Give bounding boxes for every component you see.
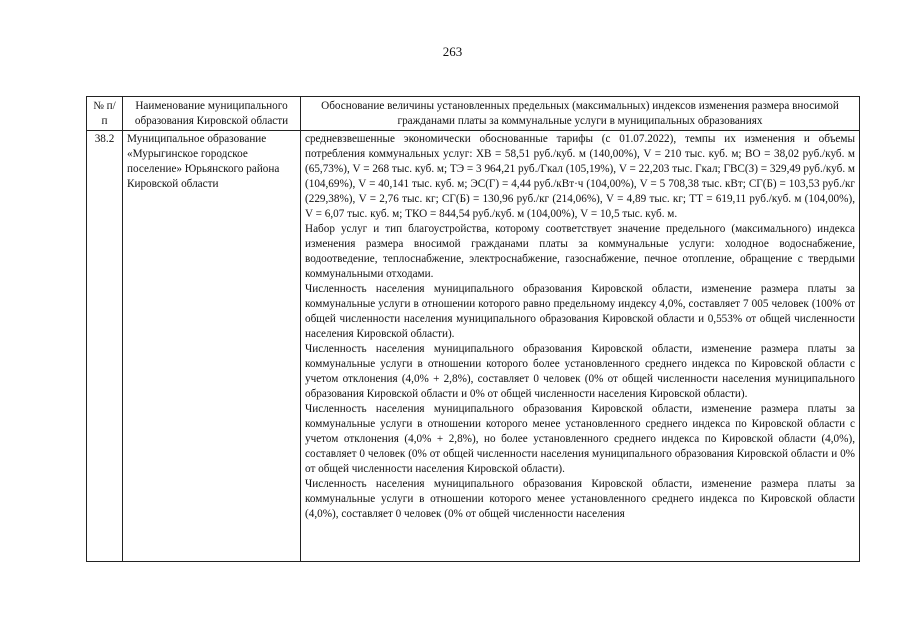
table-row [87,131,860,562]
page-number: 263 [442,44,463,59]
paragraph-population-between: Численность населения муниципального образования Кировской области, изменение размера платы за коммунальные услуги в отношении которого менее установленного среднего индекса по Кировской области с учетом отклонения (4,0% + 2,8%), но более установленного среднего индекса по Кировской области (4,0%), составляет 0 человек (0% от общей численности населения муниципального образования Кировской области и 0% от общей численности населения Кировской области). [305,403,855,475]
header-basis: Обоснование величины установленных предельных (максимальных) индексов изменения размера вносимой гражданами платы за коммунальные услуги в муниципальных образованиях [301,97,860,131]
header-municipality-name: Наименование муниципального образования Кировской области [123,97,301,131]
paragraph-population-above: Численность населения муниципального образования Кировской области, изменение размера платы за коммунальные услуги в отношении которого более установленного среднего индекса по Кировской области с учетом отклонения (4,0% + 2,8%), составляет 0 человек (0% от общей численности населения муниципального образования Кировской области и 0% от общей численности населения Кировской области). [305,343,855,400]
row-municipality-name: Муниципальное образование «Мурыгинское городское поселение» Юрьянского района Кировской области [123,131,301,562]
table-header-row [87,97,860,131]
paragraph-population-below: Численность населения муниципального образования Кировской области, изменение размера платы за коммунальные услуги в отношении которого менее установленного среднего индекса по Кировской области (4,0%), составляет 0 человек (0% от общей численности населения [305,478,855,520]
row-number: 38.2 [87,131,123,562]
paragraph-services: Набор услуг и тип благоустройства, которому соответствует значение предельного (максимального) индекса изменения размера вносимой гражданами платы за коммунальные услуги: холодное водоснабжение, водоотведение, теплоснабжение, электроснабжение, газоснабжение, печное отопление, обращение с твердыми коммунальными отходами. [305,223,855,280]
header-number: № п/п [87,97,123,131]
row-basis-text [301,131,860,562]
paragraph-tariffs: средневзвешенные экономически обоснованные тарифы (с 01.07.2022), темпы их изменения и объемы потребления коммунальных услуг: ХВ = 58,51 руб./куб. м (140,00%), V = 210 тыс. куб. м; ВО = 38,02 руб./куб. м (65,73%), V = 268 тыс. куб. м; ТЭ = 3 964,21 руб./Гкал (105,19%), V = 22,203 тыс. Гкал; ГВС(З) = 329,49 руб./куб. м (104,69%), V = 40,141 тыс. куб. м; ЭС(Г) = 4,44 руб./кВт·ч (104,00%), V = 5 708,38 тыс. кВт; СГ(Б) = 103,53 руб./кг (229,38%), V = 2,76 тыс. кг; СГ(Б) = 130,96 руб./кг (214,06%), V = 4,89 тыс. кг; ТТ = 619,11 руб./куб. м (104,00%), V = 6,07 тыс. куб. м; ТКО = 844,54 руб./куб. м (104,00%), V = 10,5 тыс. куб. м. [305,133,855,220]
tariff-table [86,96,860,562]
paragraph-population-equal: Численность населения муниципального образования Кировской области, изменение размера платы за коммунальные услуги в отношении которого равно предельному индексу 4,0%, составляет 7 005 человек (100% от общей численности населения муниципального образования Кировской области и 0,553% от общей численности населения Кировской области). [305,283,855,340]
